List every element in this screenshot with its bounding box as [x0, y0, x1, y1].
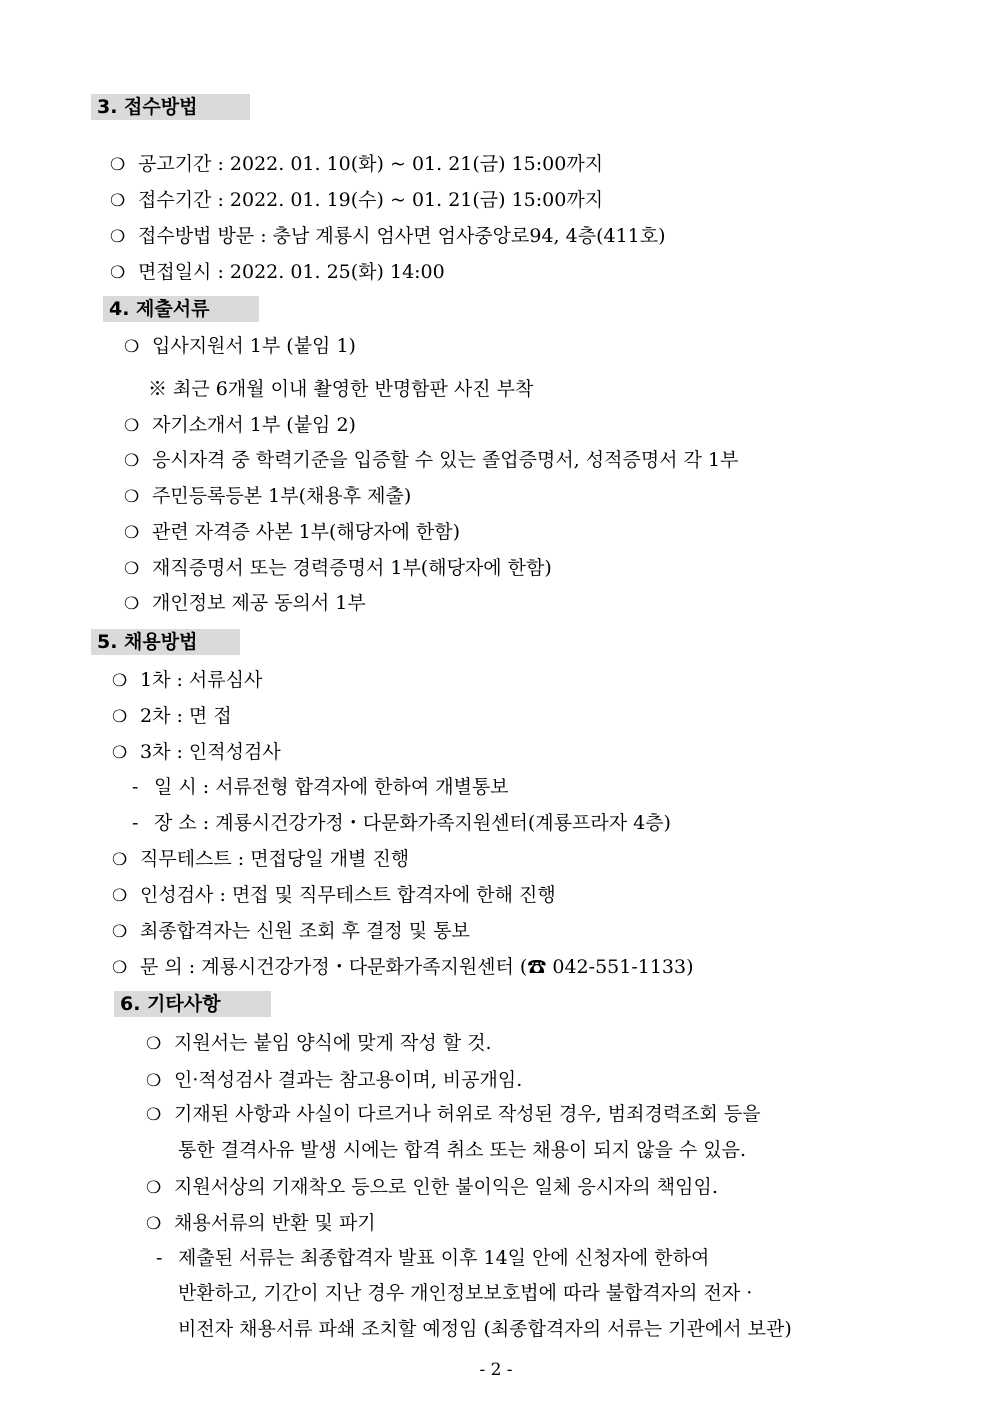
list-item: ❍ 3차 : 인적성검사 [112, 741, 281, 763]
bullet-icon: ❍ [124, 451, 140, 471]
list-item: ❍ 재직증명서 또는 경력증명서 1부(해당자에 한함) [124, 557, 552, 579]
bullet-icon: ❍ [112, 886, 128, 906]
list-item: ❍ 기재된 사항과 사실이 다르거나 허위로 작성된 경우, 범죄경력조회 등을 [146, 1103, 761, 1125]
bullet-icon: ❍ [124, 559, 140, 579]
list-item: ❍ 공고기간 : 2022. 01. 10(화) ~ 01. 21(금) 15:00까지 [110, 153, 604, 175]
bullet-icon: ❍ [110, 263, 126, 283]
bullet-icon: ❍ [124, 337, 140, 357]
bullet-icon: ❍ [146, 1105, 162, 1125]
list-item: ❍ 인·적성검사 결과는 참고용이며, 비공개임. [146, 1069, 523, 1091]
list-item: ❍ 지원서는 붙임 양식에 맞게 작성 할 것. [146, 1032, 492, 1054]
list-item: ❍ 개인정보 제공 동의서 1부 [124, 592, 366, 614]
dash-icon: - [156, 1247, 163, 1269]
bullet-icon: ❍ [124, 523, 140, 543]
bullet-icon: ❍ [146, 1034, 162, 1054]
list-item: ❍ 채용서류의 반환 및 파기 [146, 1212, 376, 1234]
list-item: ❍ 관련 자격증 사본 1부(해당자에 한함) [124, 521, 461, 543]
sub-item: - 장 소 : 계룡시건강가정・다문화가족지원센터(계룡프라자 4층) [132, 812, 671, 834]
bullet-icon: ❍ [124, 416, 140, 436]
list-item-continuation: 통한 결격사유 발생 시에는 합격 취소 또는 채용이 되지 않을 수 있음. [178, 1139, 747, 1161]
bullet-icon: ❍ [146, 1214, 162, 1234]
list-item: ❍ 지원서상의 기재착오 등으로 인한 불이익은 일체 응시자의 책임임. [146, 1176, 718, 1198]
dash-icon: - [132, 776, 139, 798]
bullet-icon: ❍ [112, 922, 128, 942]
list-item: ❍ 인성검사 : 면접 및 직무테스트 합격자에 한해 진행 [112, 884, 556, 906]
bullet-icon: ❍ [112, 850, 128, 870]
section-5-heading: 5. 채용방법 [91, 629, 240, 655]
list-item: ❍ 입사지원서 1부 (붙임 1) [124, 335, 356, 357]
bullet-icon: ❍ [112, 743, 128, 763]
bullet-icon: ❍ [146, 1178, 162, 1198]
sub-item: - 일 시 : 서류전형 합격자에 한하여 개별통보 [132, 776, 509, 798]
sub-item-continuation: 반환하고, 기간이 지난 경우 개인정보보호법에 따라 불합격자의 전자 · [178, 1282, 753, 1304]
note-line: ※ 최근 6개월 이내 촬영한 반명함판 사진 부착 [148, 378, 534, 400]
list-item: ❍ 1차 : 서류심사 [112, 669, 263, 691]
list-item: ❍ 자기소개서 1부 (붙임 2) [124, 414, 356, 436]
page-number: - 2 - [479, 1360, 513, 1380]
list-item: ❍ 접수기간 : 2022. 01. 19(수) ~ 01. 21(금) 15:00까지 [110, 189, 604, 211]
bullet-icon: ❍ [112, 707, 128, 727]
list-item: ❍ 주민등록등본 1부(채용후 제출) [124, 485, 412, 507]
list-item: ❍ 응시자격 중 학력기준을 입증할 수 있는 졸업증명서, 성적증명서 각 1부 [124, 449, 739, 471]
bullet-icon: ❍ [124, 487, 140, 507]
bullet-icon: ❍ [112, 958, 128, 978]
sub-item: - 제출된 서류는 최종합격자 발표 이후 14일 안에 신청자에 한하여 [156, 1247, 710, 1269]
bullet-icon: ❍ [110, 191, 126, 211]
list-item: ❍ 직무테스트 : 면접당일 개별 진행 [112, 848, 410, 870]
section-3-heading: 3. 접수방법 [91, 94, 250, 120]
section-6-heading: 6. 기타사항 [114, 991, 271, 1017]
list-item: ❍ 최종합격자는 신원 조회 후 결정 및 통보 [112, 920, 470, 942]
dash-icon: - [132, 812, 139, 834]
bullet-icon: ❍ [124, 594, 140, 614]
list-item: ❍ 문 의 : 계룡시건강가정・다문화가족지원센터 (☎ 042-551-1133) [112, 956, 694, 978]
list-item: ❍ 2차 : 면 접 [112, 705, 232, 727]
bullet-icon: ❍ [112, 671, 128, 691]
list-item: ❍ 면접일시 : 2022. 01. 25(화) 14:00 [110, 261, 445, 283]
sub-item-continuation: 비전자 채용서류 파쇄 조치할 예정임 (최종합격자의 서류는 기관에서 보관) [178, 1318, 792, 1340]
section-4-heading: 4. 제출서류 [103, 296, 259, 322]
bullet-icon: ❍ [110, 227, 126, 247]
bullet-icon: ❍ [146, 1071, 162, 1091]
bullet-icon: ❍ [110, 155, 126, 175]
list-item: ❍ 접수방법 방문 : 충남 계룡시 엄사면 엄사중앙로94, 4층(411호) [110, 225, 666, 247]
